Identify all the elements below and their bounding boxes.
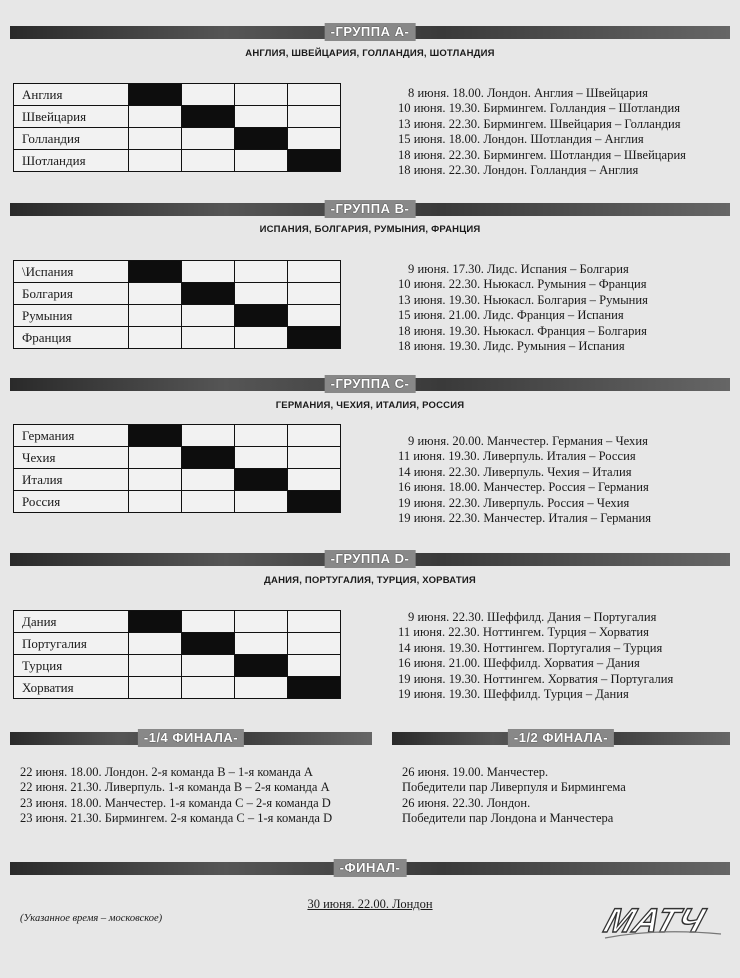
team-name: Германия	[14, 425, 129, 447]
table-row	[14, 611, 341, 633]
match-line: 10 июня. 22.30. Ньюкасл. Румыния – Франция	[398, 277, 647, 292]
group-b-header-bar	[10, 203, 730, 216]
table-row	[14, 447, 341, 469]
team-name: Шотландия	[14, 150, 129, 172]
match-line: 13 июня. 19.30. Ньюкасл. Болгария – Румыния	[398, 292, 648, 307]
match-line: 8 июня. 18.00. Лондон. Англия – Швейцария	[408, 86, 648, 100]
group-c-teams-line: ГЕРМАНИЯ, ЧЕХИЯ, ИТАЛИЯ, РОССИЯ	[275, 400, 465, 411]
match-line: 19 июня. 19.30. Ноттингем. Хорватия – Португалия	[398, 671, 674, 686]
team-name: Румыния	[14, 305, 129, 327]
group-d-teams-line: ДАНИЯ, ПОРТУГАЛИЯ, ТУРЦИЯ, ХОРВАТИЯ	[264, 575, 476, 586]
match-line: 9 июня. 20.00. Манчестер. Германия – Чехия	[408, 434, 648, 448]
match-line: 18 июня. 22.30. Лондон. Голландия – Англия	[398, 163, 639, 178]
table-row	[14, 261, 341, 283]
group-d-header-bar	[10, 553, 730, 566]
semifinals-header-bar	[392, 732, 730, 745]
match-line: 15 июня. 18.00. Лондон. Шотландия – Англия	[398, 132, 644, 147]
table-row	[14, 327, 341, 349]
group-d-table	[13, 610, 341, 699]
match-line: 13 июня. 22.30. Бирмингем. Швейцария – Голландия	[398, 116, 681, 131]
table-row	[14, 128, 341, 150]
table-row	[14, 655, 341, 677]
team-name: Болгария	[14, 283, 129, 305]
group-b-title: -ГРУППА В-	[325, 200, 416, 218]
final-header-bar	[10, 862, 730, 875]
match-line: 19 июня. 22.30. Ливерпуль. Россия – Чехия	[398, 495, 630, 510]
semifinal-line: Победители пар Лондона и Манчестера	[402, 811, 614, 826]
match-line: 16 июня. 21.00. Шеффилд. Хорватия – Дания	[398, 656, 640, 671]
team-name: Голландия	[14, 128, 129, 150]
final-match-line: 30 июня. 22.00. Лондон	[307, 897, 433, 911]
match-line: 19 июня. 22.30. Манчестер. Италия – Германия	[398, 511, 652, 526]
group-a-schedule	[398, 86, 686, 178]
table-row	[14, 469, 341, 491]
table-row	[14, 677, 341, 699]
semifinal-line: Победители пар Ливерпуля и Бирмингема	[402, 780, 626, 795]
match-line: 18 июня. 22.30. Бирмингем. Шотландия – Швейцария	[398, 147, 686, 162]
match-line: 23 июня. 21.30. Бирмингем. 2-я команда С – 1-я команда D	[20, 811, 333, 826]
match-line: 14 июня. 19.30. Ноттингем. Португалия – Турция	[398, 640, 663, 655]
quarterfinals-schedule	[20, 765, 332, 827]
semifinals-title: -1/2 ФИНАЛА-	[508, 729, 614, 747]
match-line: 9 июня. 17.30. Лидс. Испания – Болгария	[408, 262, 629, 276]
group-b-teams-line: ИСПАНИЯ, БОЛГАРИЯ, РУМЫНИЯ, ФРАНЦИЯ	[259, 224, 481, 235]
match-line: 22 июня. 21.30. Ливерпуль. 1-я команда В – 2-я команда А	[20, 780, 330, 795]
table-row	[14, 84, 341, 106]
team-name: Хорватия	[14, 677, 129, 699]
table-row	[14, 425, 341, 447]
team-name: Турция	[14, 655, 129, 677]
group-c-title: -ГРУППА С-	[325, 375, 416, 393]
group-a-title: -ГРУППА А-	[325, 23, 416, 41]
group-d-title: -ГРУППА D-	[325, 550, 416, 568]
team-name: Франция	[14, 327, 129, 349]
table-row	[14, 283, 341, 305]
semifinals-schedule	[402, 765, 626, 827]
group-c-schedule	[398, 434, 651, 526]
match-line: 19 июня. 19.30. Шеффилд. Турция – Дания	[398, 687, 629, 702]
team-name: \Испания	[14, 261, 129, 283]
match-line: 10 июня. 19.30. Бирмингем. Голландия – Шотландия	[398, 101, 681, 116]
team-name: Италия	[14, 469, 129, 491]
group-b-table	[13, 260, 341, 349]
semifinal-line: 26 июня. 19.00. Манчестер.	[402, 765, 549, 779]
time-note: (Указанное время – московское)	[20, 913, 163, 924]
semifinal-line: 26 июня. 22.30. Лондон.	[402, 795, 531, 810]
table-row	[14, 305, 341, 327]
match-line: 23 июня. 18.00. Манчестер. 1-я команда С – 2-я команда D	[20, 795, 331, 810]
group-a-teams-line: АНГЛИЯ, ШВЕЙЦАРИЯ, ГОЛЛАНДИЯ, ШОТЛАНДИЯ	[245, 48, 495, 59]
team-name: Чехия	[14, 447, 129, 469]
logo-text: МАТЧ	[599, 901, 711, 940]
final-title: -ФИНАЛ-	[334, 859, 407, 877]
table-row	[14, 633, 341, 655]
match-logo	[597, 898, 727, 944]
group-c-header-bar	[10, 378, 730, 391]
team-name: Португалия	[14, 633, 129, 655]
match-line: 16 июня. 18.00. Манчестер. Россия – Германия	[398, 480, 649, 495]
match-line: 18 июня. 19.30. Лидс. Румыния – Испания	[398, 339, 625, 354]
match-line: 11 июня. 19.30. Ливерпуль. Италия – Россия	[398, 449, 636, 464]
group-c-table	[13, 424, 341, 513]
group-a-header-bar	[10, 26, 730, 39]
match-line: 11 июня. 22.30. Ноттингем. Турция – Хорватия	[398, 625, 649, 640]
group-b-schedule	[398, 262, 648, 354]
team-name: Дания	[14, 611, 129, 633]
match-line: 14 июня. 22.30. Ливерпуль. Чехия – Италия	[398, 464, 632, 479]
match-line: 9 июня. 22.30. Шеффилд. Дания – Португалия	[408, 610, 657, 624]
match-line: 15 июня. 21.00. Лидс. Франция – Испания	[398, 308, 624, 323]
match-line: 18 июня. 19.30. Ньюкасл. Франция – Болгария	[398, 323, 647, 338]
team-name: Швейцария	[14, 106, 129, 128]
table-row	[14, 491, 341, 513]
group-a-table	[13, 83, 341, 172]
team-name: Англия	[14, 84, 129, 106]
quarterfinals-header-bar	[10, 732, 372, 745]
match-line: 22 июня. 18.00. Лондон. 2-я команда В – 1-я команда А	[20, 765, 313, 779]
table-row	[14, 150, 341, 172]
table-row	[14, 106, 341, 128]
team-name: Россия	[14, 491, 129, 513]
quarterfinals-title: -1/4 ФИНАЛА-	[138, 729, 244, 747]
group-d-schedule	[398, 610, 673, 702]
